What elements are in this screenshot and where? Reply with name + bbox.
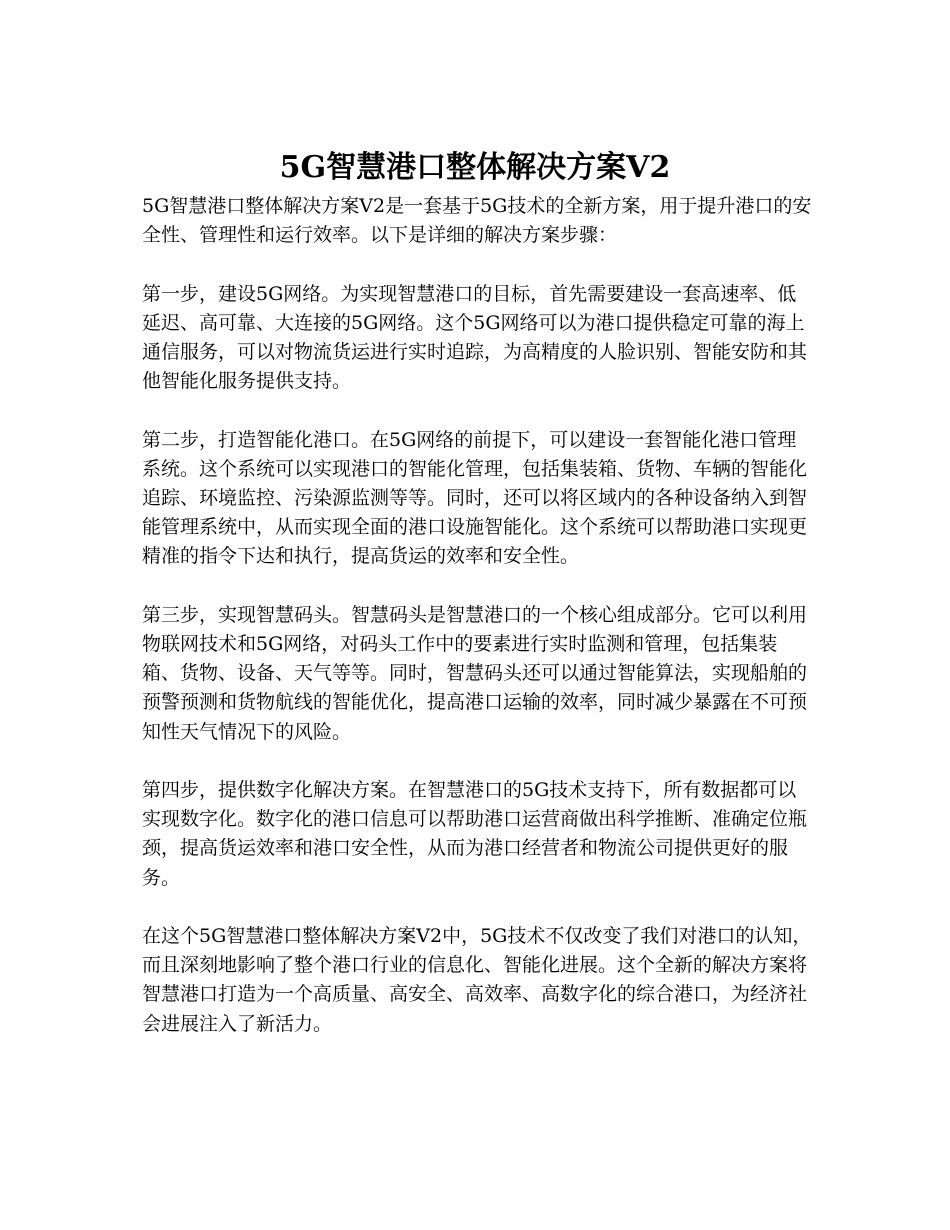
document-title: 5G智慧港口整体解决方案V2 bbox=[279, 150, 671, 185]
paragraph-step-2: 第二步，打造智能化港口。在5G网络的前提下，可以建设一套智能化港口管理系统。这个系统可以实现港口的智能化管理，包括集装箱、货物、车辆的智能化追踪、环境监控、污染源监测等等。同时，还可以将区域内的各种设备纳入到智能管理系统中，从而实现全面的港口设施智能化。这个系统可以帮助港口实现更精准的指令下达和执行，提高货运的效率和安全性。 bbox=[142, 428, 808, 568]
document-body bbox=[142, 192, 814, 1039]
paragraph-step-4: 第四步，提供数字化解决方案。在智慧港口的5G技术支持下，所有数据都可以实现数字化。数字化的港口信息可以帮助港口运营商做出科学推断、准确定位瓶颈，提高货运效率和港口安全性，从而为港口经营者和物流公司提供更好的服务。 bbox=[142, 779, 808, 889]
paragraph-step-3: 第三步，实现智慧码头。智慧码头是智慧港口的一个核心组成部分。它可以利用物联网技术和5G网络，对码头工作中的要素进行实时监测和管理，包括集装箱、货物、设备、天气等等。同时，智慧码头还可以通过智能算法，实现船舶的预警预测和货物航线的智能优化，提高港口运输的效率，同时减少暴露在不可预知性天气情况下的风险。 bbox=[142, 603, 808, 743]
paragraph-step-1: 第一步，建设5G网络。为实现智慧港口的目标，首先需要建设一套高速率、低延迟、高可靠、大连接的5G网络。这个5G网络可以为港口提供稳定可靠的海上通信服务，可以对物流货运进行实时追踪，为高精度的人脸识别、智能安防和其他智能化服务提供支持。 bbox=[142, 282, 808, 393]
paragraph-conclusion: 在这个5G智慧港口整体解决方案V2中，5G技术不仅改变了我们对港口的认知，而且深刻地影响了整个港口行业的信息化、智能化进展。这个全新的解决方案将智慧港口打造为一个高质量、高安全、高效率、高数字化的综合港口，为经济社会进展注入了新活力。 bbox=[142, 925, 812, 1035]
paragraph-intro: 5G智慧港口整体解决方案V2是一套基于5G技术的全新方案，用于提升港口的安全性、管理性和运行效率。以下是详细的解决方案步骤： bbox=[142, 195, 812, 247]
